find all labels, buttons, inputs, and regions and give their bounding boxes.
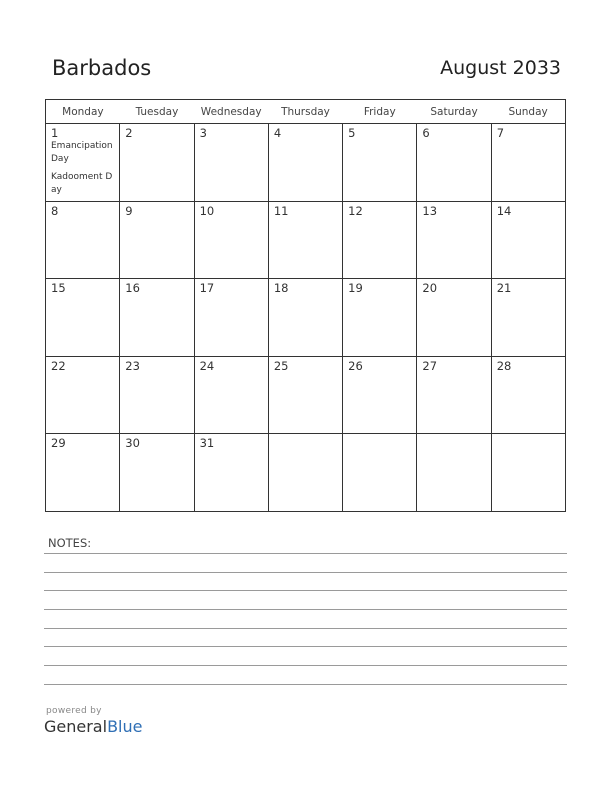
day-number: 24 [199, 358, 215, 373]
day-cell [268, 279, 342, 357]
day-cell [491, 201, 565, 279]
weekday-header: Friday [343, 100, 417, 124]
day-cell [268, 434, 342, 512]
day-number: 20 [422, 281, 438, 296]
day-cell [46, 279, 120, 357]
day-cell [343, 201, 417, 279]
powered-by-text: powered by [46, 706, 102, 716]
day-number: 13 [422, 203, 438, 218]
day-cell [491, 124, 565, 202]
day-cell [491, 356, 565, 434]
day-number: 12 [348, 203, 363, 218]
day-number: 21 [496, 281, 512, 296]
day-cell [268, 124, 342, 202]
month-year-title: August 2033 [440, 57, 561, 79]
day-cell [343, 356, 417, 434]
day-number: 29 [51, 436, 66, 451]
day-number: 27 [422, 358, 438, 373]
day-number: 5 [348, 126, 356, 140]
day-cell [120, 124, 194, 202]
day-number: 22 [51, 358, 66, 373]
weekday-header: Tuesday [120, 100, 194, 124]
day-cell [343, 279, 417, 357]
notes-line [44, 628, 567, 629]
day-cell [46, 124, 120, 202]
day-cell [194, 124, 268, 202]
day-cell [343, 124, 417, 202]
day-number: 1 [51, 126, 59, 140]
day-cell [417, 434, 491, 512]
week-row [46, 279, 566, 357]
weekday-header-row [46, 100, 566, 124]
calendar-grid [45, 99, 566, 512]
weekday-header: Wednesday [194, 100, 268, 124]
day-number: 8 [51, 203, 59, 218]
day-number: 3 [199, 126, 207, 140]
day-number: 18 [273, 281, 289, 296]
day-cell [417, 201, 491, 279]
day-number: 7 [496, 126, 505, 140]
day-number: 28 [496, 358, 512, 373]
day-number: 10 [199, 203, 215, 218]
day-number: 17 [199, 281, 215, 296]
day-number: 30 [125, 436, 140, 451]
day-cell [194, 279, 268, 357]
day-cell [194, 356, 268, 434]
day-number: 26 [348, 358, 363, 373]
day-number: 4 [273, 126, 282, 140]
notes-line [44, 553, 567, 554]
week-row [46, 124, 566, 202]
brand-general: General [44, 717, 108, 736]
weekday-header: Sunday [491, 100, 565, 124]
day-number: 23 [125, 358, 140, 373]
day-cell [491, 279, 565, 357]
day-cell [268, 201, 342, 279]
day-number: 6 [422, 126, 430, 140]
notes-line [44, 609, 567, 610]
day-number: 16 [125, 281, 140, 296]
weekday-header: Monday [46, 100, 120, 124]
notes-line [44, 684, 567, 685]
holiday-label: Emancipation Day [51, 141, 113, 164]
holiday-label: Kadooment Day [51, 172, 113, 195]
day-cell [417, 279, 491, 357]
day-cell [46, 201, 120, 279]
day-cell [194, 201, 268, 279]
day-cell [46, 356, 120, 434]
brand-blue: Blue [107, 717, 143, 736]
day-number: 25 [273, 358, 289, 373]
day-cell [120, 356, 194, 434]
day-cell [120, 201, 194, 279]
notes-line [44, 572, 567, 573]
day-number: 19 [348, 281, 363, 296]
day-cell [343, 434, 417, 512]
week-row [46, 434, 566, 512]
day-cell [120, 279, 194, 357]
day-cell [120, 434, 194, 512]
day-cell [417, 356, 491, 434]
day-cell [491, 434, 565, 512]
day-cell [268, 356, 342, 434]
country-title: Barbados [52, 56, 152, 80]
weekday-header: Saturday [417, 100, 491, 124]
notes-label: NOTES: [48, 536, 92, 550]
day-number: 9 [125, 203, 133, 218]
weekday-header: Thursday [268, 100, 342, 124]
day-cell [417, 124, 491, 202]
generalblue-logo[interactable] [44, 717, 142, 736]
day-number: 14 [496, 203, 512, 218]
day-number: 11 [273, 203, 289, 218]
day-number: 15 [51, 281, 66, 296]
day-number: 31 [199, 436, 215, 451]
week-row [46, 356, 566, 434]
day-cell [194, 434, 268, 512]
notes-line [44, 665, 567, 666]
notes-line [44, 646, 567, 647]
day-cell [46, 434, 120, 512]
day-number: 2 [125, 126, 133, 140]
week-row [46, 201, 566, 279]
notes-line [44, 590, 567, 591]
